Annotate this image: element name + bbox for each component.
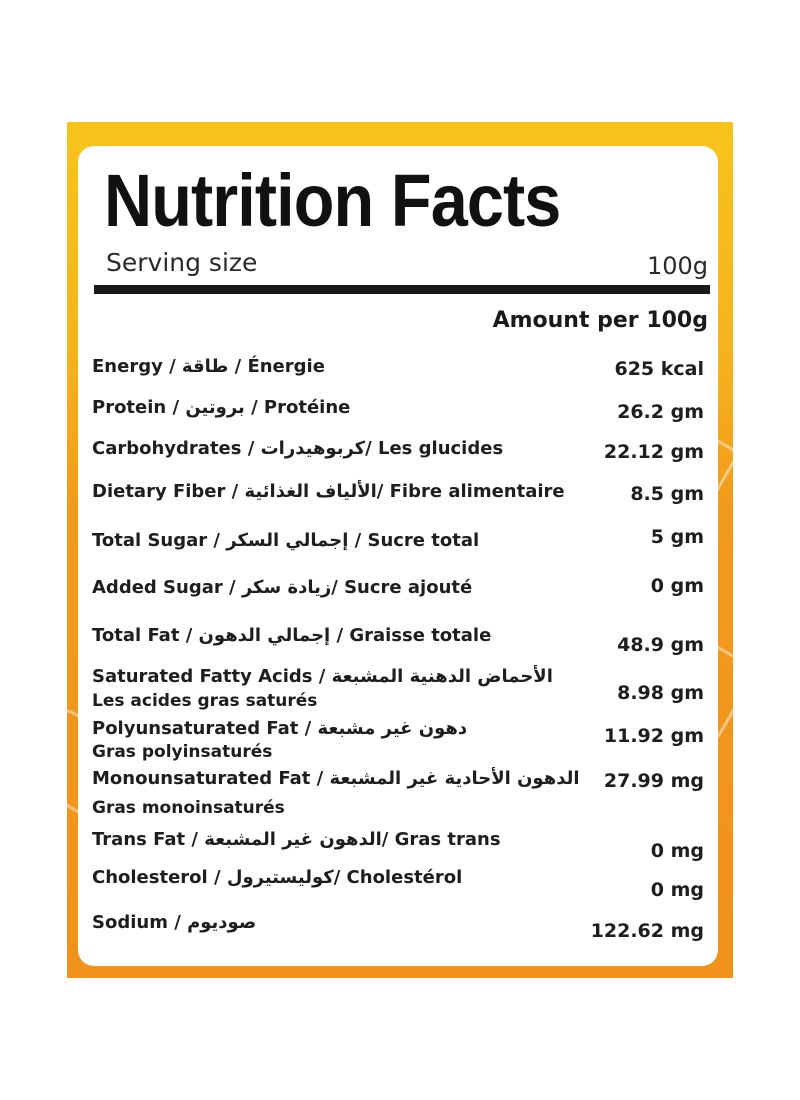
nutrient-label: Sodium / صوديوم — [92, 912, 257, 933]
nutrient-value: 48.9 gm — [617, 634, 704, 656]
nutrient-value: 22.12 gm — [603, 441, 704, 463]
nutrient-value: 8.5 gm — [630, 483, 704, 505]
nutrient-label: Polyunsaturated Fat / دهون غير مشبعة — [92, 718, 468, 739]
nutrient-value: 122.62 mg — [590, 920, 704, 942]
serving-size-label: Serving size — [106, 248, 258, 277]
nutrient-sublabel: Gras monoinsaturés — [92, 798, 285, 818]
nutrient-label: Added Sugar / زيادة سكر/ Sucre ajouté — [92, 577, 473, 598]
nutrient-label: Dietary Fiber / الألياف الغذائية/ Fibre alimentaire — [92, 481, 565, 502]
divider-rule — [94, 285, 710, 294]
nutrient-label: Total Sugar / إجمالي السكر / Sucre total — [92, 530, 480, 551]
nutrient-sublabel: Gras polyinsaturés — [92, 742, 273, 762]
amount-per-header: Amount per 100g — [492, 308, 708, 333]
nutrient-value: 0 mg — [650, 879, 704, 901]
nutrient-label: Protein / بروتين / Protéine — [92, 397, 351, 418]
nutrient-value: 8.98 gm — [617, 682, 704, 704]
nutrient-label: Total Fat / إجمالي الدهون / Graisse totale — [92, 625, 492, 646]
serving-size-value: 100g — [646, 252, 708, 280]
nutrient-value: 0 mg — [650, 840, 704, 862]
nutrient-label: Trans Fat / الدهون غير المشبعة/ Gras trans — [92, 829, 501, 850]
nutrient-value: 5 gm — [650, 526, 704, 548]
nutrient-label: Carbohydrates / كربوهيدرات/ Les glucides — [92, 438, 504, 459]
nutrient-value: 27.99 mg — [603, 770, 704, 792]
nutrient-value: 11.92 gm — [603, 725, 704, 747]
nutrient-value: 625 kcal — [614, 358, 704, 380]
panel-title: Nutrition Facts — [104, 159, 561, 242]
nutrient-label: Cholesterol / كوليستيرول/ Cholestérol — [92, 867, 463, 888]
nutrient-value: 0 gm — [650, 575, 704, 597]
nutrient-sublabel: Les acides gras saturés — [92, 691, 318, 711]
nutrient-value: 26.2 gm — [617, 401, 704, 423]
nutrient-label: Monounsaturated Fat / الدهون الأحادية غير المشبعة — [92, 768, 580, 789]
nutrient-label: Energy / طاقة / Énergie — [92, 356, 325, 377]
nutrient-label: Saturated Fatty Acids / الأحماض الدهنية المشبعة — [92, 666, 553, 687]
